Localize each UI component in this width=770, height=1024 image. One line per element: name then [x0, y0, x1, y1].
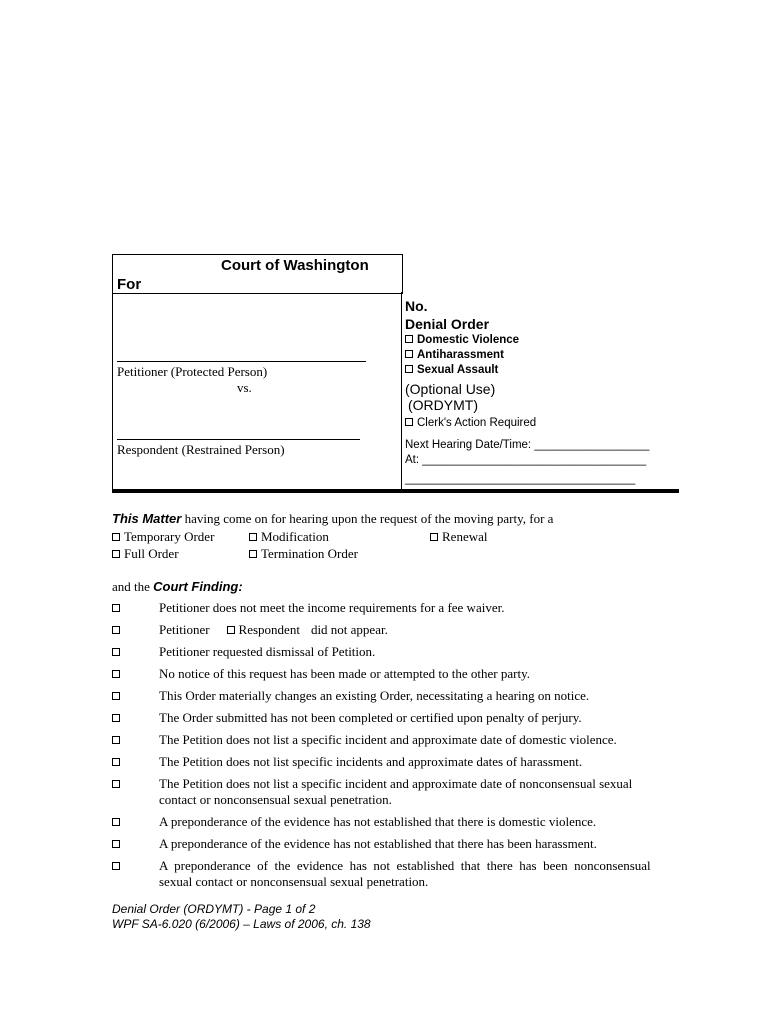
finding-text: This Order materially changes an existing Order, necessitating a hearing on notice. [159, 688, 590, 703]
document-title: Denial Order [405, 316, 490, 332]
left-border [112, 292, 113, 490]
finding-text: A preponderance of the evidence has not established that there is domestic violence. [159, 814, 597, 829]
petitioner-line [117, 361, 366, 362]
matter-statement: This Matter having come on for hearing upon the request of the moving party, for a [112, 511, 554, 526]
checkbox-icon[interactable] [112, 758, 120, 766]
finding-item[interactable] [112, 710, 124, 728]
case-type-sexual-assault[interactable]: Sexual Assault [405, 364, 498, 376]
checkbox-icon[interactable] [112, 840, 120, 848]
checkbox-icon[interactable] [112, 670, 120, 678]
for-label: For [117, 276, 142, 293]
checkbox-icon[interactable] [112, 550, 120, 558]
finding-text-continued: sexual contact or nonconsensual sexual penetration. [159, 874, 429, 889]
checkbox-icon[interactable] [249, 550, 257, 558]
checkbox-icon[interactable] [430, 533, 438, 541]
finding-item[interactable] [112, 622, 124, 640]
checkbox-icon[interactable] [112, 736, 120, 744]
case-type-dv[interactable]: Domestic Violence [405, 334, 519, 346]
finding-text: A preponderance of the evidence has not established that there has been harassment. [159, 836, 597, 851]
checkbox-icon[interactable] [112, 626, 120, 634]
finding-item[interactable] [112, 836, 124, 854]
optional-use: (Optional Use) [405, 381, 496, 397]
finding-item[interactable] [112, 666, 124, 684]
finding-item[interactable] [112, 776, 124, 794]
footer-form-info: WPF SA-6.020 (6/2006) – Laws of 2006, ch. 138 [112, 917, 371, 931]
blank-line: ____________________________________ [405, 473, 636, 485]
next-hearing: Next Hearing Date/Time: __________________ [405, 439, 650, 451]
option-renewal[interactable]: Renewal [430, 529, 487, 545]
option-full-order[interactable]: Full Order [112, 546, 179, 562]
finding-item[interactable] [112, 732, 124, 750]
caption-divider [112, 489, 679, 493]
finding-text: The Order submitted has not been completed or certified upon penalty of perjury. [159, 710, 582, 725]
checkbox-icon[interactable] [112, 714, 120, 722]
finding-item[interactable] [112, 814, 124, 832]
finding-text: A preponderance of the evidence has not established that there has been nonconsensual [159, 858, 651, 873]
hearing-location: At: ___________________________________ [405, 454, 647, 466]
checkbox-icon[interactable] [112, 780, 120, 788]
finding-text: No notice of this request has been made or attempted to the other party. [159, 666, 530, 681]
option-modification[interactable]: Modification [249, 529, 329, 545]
finding-text-continued: contact or nonconsensual sexual penetration. [159, 792, 392, 807]
case-type-antiharassment[interactable]: Antiharassment [405, 349, 504, 361]
checkbox-icon[interactable] [112, 862, 120, 870]
court-title: Court of Washington [221, 257, 369, 274]
checkbox-icon[interactable] [405, 418, 413, 426]
finding-text: Petitioner does not meet the income requirements for a fee waiver. [159, 600, 505, 615]
respondent-label: Respondent (Restrained Person) [117, 442, 285, 457]
checkbox-icon[interactable] [405, 365, 413, 373]
middle-border [401, 292, 402, 490]
finding-item[interactable] [112, 600, 124, 618]
finding-text: Petitioner Respondent did not appear. [159, 622, 388, 637]
checkbox-icon[interactable] [112, 692, 120, 700]
checkbox-icon[interactable] [112, 533, 120, 541]
checkbox-icon[interactable] [112, 648, 120, 656]
finding-item[interactable] [112, 644, 124, 662]
checkbox-icon[interactable] [112, 818, 120, 826]
petitioner-label: Petitioner (Protected Person) [117, 364, 268, 379]
form-code: (ORDYMT) [408, 397, 478, 413]
respondent-line [117, 439, 360, 440]
finding-text: Petitioner requested dismissal of Petition. [159, 644, 376, 659]
option-temporary-order[interactable]: Temporary Order [112, 529, 214, 545]
court-finding-heading: and the Court Finding: [112, 579, 243, 594]
clerk-action[interactable]: Clerk's Action Required [405, 417, 536, 429]
checkbox-icon[interactable] [405, 335, 413, 343]
checkbox-icon[interactable] [405, 350, 413, 358]
finding-item[interactable] [112, 688, 124, 706]
checkbox-icon[interactable] [249, 533, 257, 541]
case-number-label: No. [405, 298, 428, 314]
footer-page-info: Denial Order (ORDYMT) - Page 1 of 2 [112, 902, 316, 916]
option-termination-order[interactable]: Termination Order [249, 546, 358, 562]
finding-item[interactable] [112, 754, 124, 772]
finding-text: The Petition does not list a specific incident and approximate date of domestic violence. [159, 732, 617, 747]
checkbox-icon[interactable] [112, 604, 120, 612]
finding-text: The Petition does not list a specific incident and approximate date of nonconsensual sexual [159, 776, 633, 791]
checkbox-icon[interactable] [227, 626, 235, 634]
finding-text: The Petition does not list specific incidents and approximate dates of harassment. [159, 754, 583, 769]
finding-item[interactable] [112, 858, 124, 876]
vs-label: vs. [237, 380, 252, 395]
